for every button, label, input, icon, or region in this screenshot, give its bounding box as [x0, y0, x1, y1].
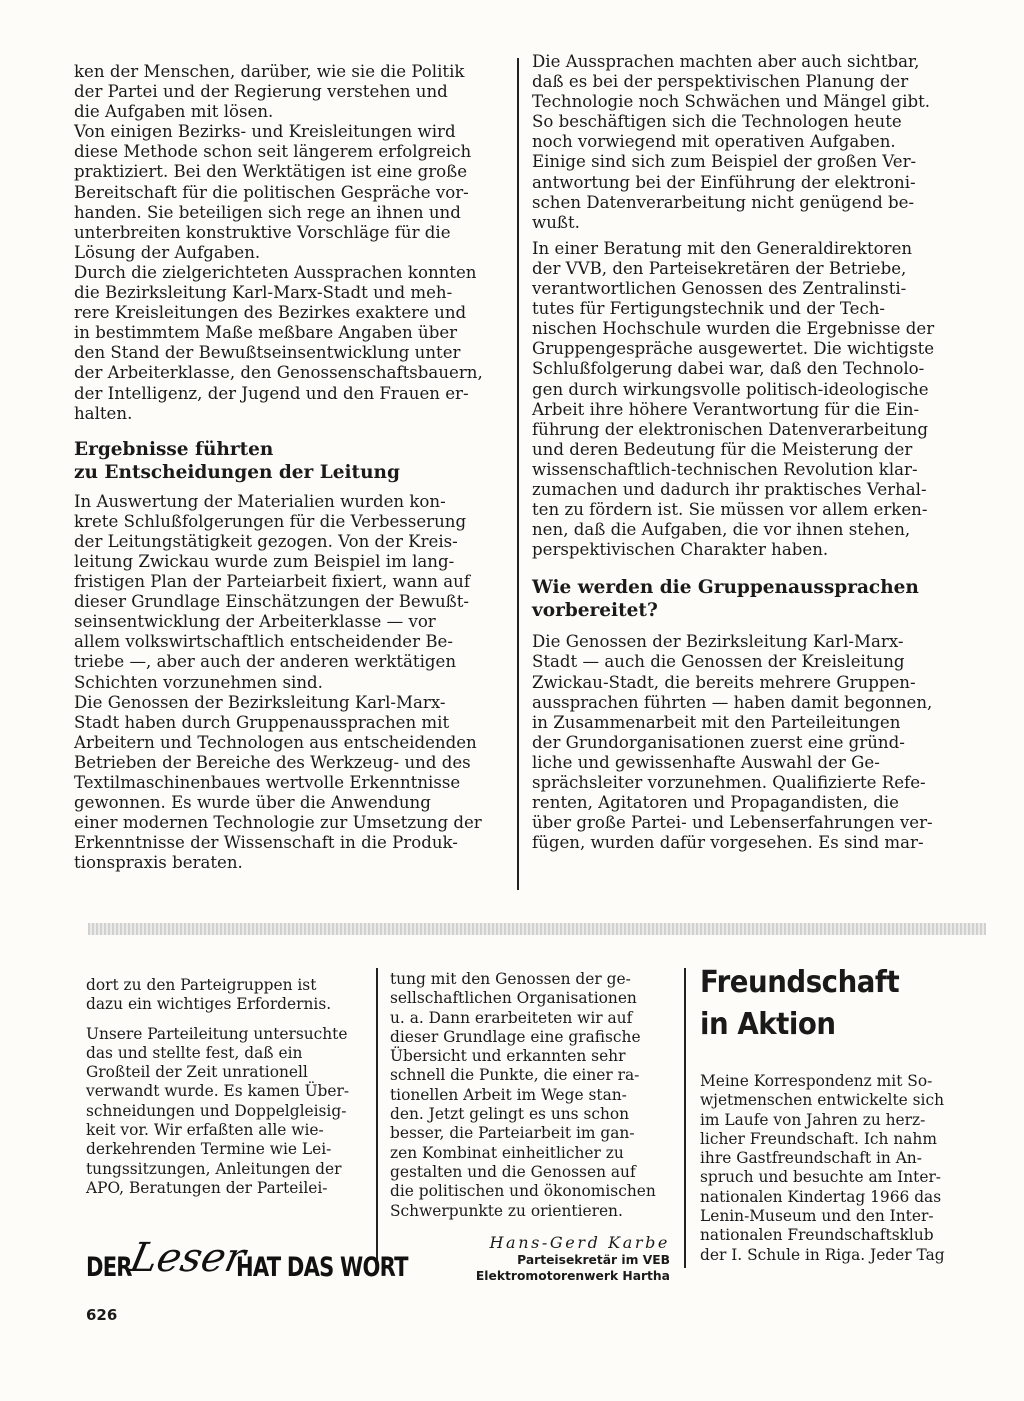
top-left-column [74, 62, 502, 873]
top-right-column [532, 52, 967, 853]
column-divider [517, 58, 519, 890]
bottom-column-3 [700, 962, 982, 1265]
signature-role: Parteisekretär im VEB Elektromotorenwerk Hartha [475, 1252, 670, 1283]
der-leser-hat-das-wort-logo [86, 1227, 408, 1283]
paragraph: tung mit den Genossen der ge- sellschaftlichen Organisationen u. a. Dann erarbeiteten wir auf dieser Grundlage eine grafische Übersicht und erkannten sehr schnell die Punkte, die einer ra- tionellen Arbeit im Wege stan- den. Jetzt gelingt es uns schon besser, die Parteiarbeit im gan- zen Kombinat einheitlicher zu gestalten und die Genossen auf die politischen und ökonomischen Schwerpunkte zu orientieren. [390, 970, 656, 1220]
bottom-column-1 [86, 976, 362, 1198]
paragraph: Die Genossen der Bezirksleitung Karl-Marx- Stadt haben durch Gruppenaussprachen mit Arbeitern und Technologen aus entscheidenden Betrieben der Bereiche des Werkzeug- und des Textilmaschinenbaues wertvolle Erkenntnisse gewonnen. Es wurde über die Anwendung einer modernen Technologie zur Umsetzung der Erkenntnisse der Wissenschaft in die Produk- tionspraxis beraten. [74, 692, 482, 873]
paragraph: In Auswertung der Materialien wurden kon- krete Schlußfolgerungen für die Verbesserung der Leitungstätigkeit gezogen. Von der Kreis- leitung Zwickau wurde zum Beispiel im lang- fristigen Plan der Parteiarbeit fixiert, wann auf dieser Grundlage Einschätzungen der Bewußt- seinsentwicklung der Arbeiterklasse — vor allem volkswirtschaftlich entscheidender Be- triebe —, aber auch der anderen werktätigen Schichten vorzunehmen sind. [74, 491, 470, 692]
section-heading: Wie werden die Gruppenaussprachen vorbereitet? [532, 577, 919, 622]
paragraph: Unsere Parteileitung untersuchte das und stellte fest, daß ein Großteil der Zeit unrationell verwandt wurde. Es kamen Über- schneidungen und Doppelgleisig- keit vor. Wir erfaßten alle wie- derkehrenden Termine wie Lei- tungssitzungen, Anleitungen der APO, Beratungen der Parteilei- [86, 1024, 350, 1197]
paragraph: Meine Korrespondenz mit So- wjetmenschen entwickelte sich im Laufe von Jahren zu herz- licher Freundschaft. Ich nahm ihre Gastfreundschaft in An- spruch und besuchte am Inter- nationalen Kindertag 1966 das Lenin-Museum und den Inter- nationalen Freundschaftsklub der I. Schule in Riga. Jeder Tag [700, 1072, 945, 1264]
paragraph: ken der Menschen, darüber, wie sie die Politik der Partei und der Regierung verstehen und die Aufgaben mit lösen. [74, 62, 465, 122]
logo-word-der: DER [86, 1252, 132, 1283]
paragraph: Von einigen Bezirks- und Kreisleitungen wird diese Methode schon seit längerem erfolgreich praktiziert. Bei den Werktätigen ist eine große Bereitschaft für die politischen Gespräche vor- handen. Sie beteiligen sich rege an ihnen und unterbreiten konstruktive Vorschläge für die Lösung der Aufgaben. [74, 122, 472, 262]
bottom-column-2 [390, 970, 670, 1284]
paragraph: Die Aussprachen machten aber auch sichtbar, daß es bei der perspektivischen Planung der Technologie noch Schwächen und Mängel gibt. So beschäftigen sich die Technologen heute noch vorwiegend mit operativen Aufgaben. Einige sind sich zum Beispiel der großen Ver- antwortung bei der Einführung der elektroni- schen Datenverarbeitung nicht genügend be- wußt. [532, 52, 931, 232]
paragraph: Durch die zielgerichteten Aussprachen konnten die Bezirksleitung Karl-Marx-Stadt und meh- rere Kreisleitungen des Bezirkes exaktere und in bestimmtem Maße meßbare Angaben über den Stand der Bewußtseinsentwicklung unter der Arbeiterklasse, den Genossenschaftsbauern, der Intelligenz, der Jugend und den Frauen er- halten. [74, 262, 483, 423]
article-title: Freundschaft in Aktion [700, 965, 900, 1042]
section-separator [88, 923, 986, 935]
paragraph: In einer Beratung mit den Generaldirektoren der VVB, den Parteisekretären der Betriebe, verantwortlichen Genossen des Zentralinsti- tutes für Fertigungstechnik und der Tech- nischen Hochschule wurden die Ergebnisse der Gruppengespräche ausgewertet. Die wichtigste Schlußfolgerung dabei war, daß den Technolo- gen durch wirkungsvolle politisch-ideologische Arbeit ihre höhere Verantwortung für die Ein- führung der elektronischen Datenverarbeitung und deren Bedeutung für die Meisterung der wissenschaftlich-technischen Revolution klar- zumachen und dadurch ihr praktisches Verhal- ten zu fördern ist. Sie müssen vor allem erken- nen, daß die Aufgaben, die vor ihnen stehen, perspektivischen Charakter haben. [532, 238, 935, 560]
column-divider [684, 968, 686, 1268]
section-heading: Ergebnisse führten zu Entscheidungen der Leitung [74, 438, 400, 483]
paragraph: dort zu den Parteigruppen ist dazu ein wichtiges Erfordernis. [86, 976, 332, 1014]
paragraph: Die Genossen der Bezirksleitung Karl-Marx- Stadt — auch die Genossen der Kreisleitung Zwickau-Stadt, die bereits mehrere Gruppen- aussprachen führten — haben damit begonnen, in Zusammenarbeit mit den Parteileitungen der Grundorganisationen zuerst eine gründ- liche und gewissenhafte Auswahl der Ge- sprächsleiter vorzunehmen. Qualifizierte Refe- renten, Agitatoren und Propagandisten, die über große Partei- und Lebenserfahrungen ver- fügen, wurden dafür vorgesehen. Es sind mar- [532, 632, 933, 853]
column-divider [376, 968, 378, 1268]
logo-script-leser: Leser [125, 1235, 250, 1281]
logo-word-hat-das-wort: HAT DAS WORT [236, 1252, 408, 1283]
page-number: 626 [86, 1306, 118, 1324]
signature-name: Hans-Gerd Karbe [489, 1232, 670, 1252]
